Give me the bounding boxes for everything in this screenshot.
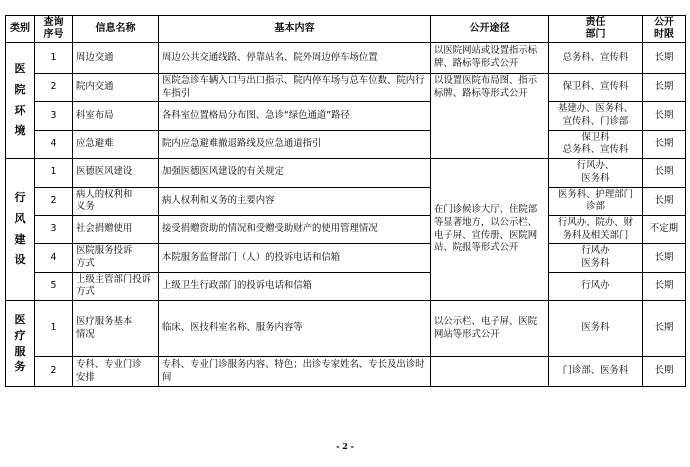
- content-cell: 各科室位置格局分布图、急诊“绿色通道”路径: [159, 102, 431, 130]
- info-name-cell: 应急避难: [73, 130, 159, 158]
- info-name-cell: 病人的权利和 义务: [73, 187, 159, 215]
- table-row: [6, 187, 686, 215]
- table-row: [6, 130, 686, 158]
- channel-cell: 以医院网站或设置指示标牌、路标等形式公开: [431, 43, 549, 74]
- table-row: [6, 43, 686, 74]
- seq-cell: 1: [35, 43, 73, 74]
- header-name: 信息名称: [73, 16, 159, 43]
- dept-cell: 总务科、宣传科: [549, 43, 643, 74]
- info-name-cell: 医疗服务基本 情况: [73, 301, 159, 357]
- content-cell: 本院服务监督部门（人）的投诉电话和信箱: [159, 244, 431, 272]
- info-name-cell: 医德医风建设: [73, 159, 159, 187]
- period-cell: 长期: [643, 159, 686, 187]
- info-disclosure-table: [5, 15, 686, 387]
- info-name-cell: 院内交通: [73, 74, 159, 102]
- content-cell: 周边公共交通线路、停靠站名、院外周边停车场位置: [159, 43, 431, 74]
- dept-cell: 行风办: [549, 272, 643, 300]
- header-category: 类别: [6, 16, 35, 43]
- period-cell: 长期: [643, 187, 686, 215]
- table-row: [6, 102, 686, 130]
- header-period: 公开 时限: [643, 16, 686, 43]
- period-cell: 长期: [643, 43, 686, 74]
- table-row: [6, 74, 686, 102]
- period-cell: 长期: [643, 301, 686, 357]
- seq-cell: 1: [35, 301, 73, 357]
- header-seq: 查询 序号: [35, 16, 73, 43]
- info-name-cell: 专科、专业门诊 安排: [73, 357, 159, 387]
- table-row: [6, 301, 686, 357]
- channel-cell: 以设置医院布局图、指示标牌、路标等形式公开: [431, 74, 549, 159]
- dept-cell: 医务科、护理部门 诊部: [549, 187, 643, 215]
- header-dept: 责任 部门: [549, 16, 643, 43]
- seq-cell: 2: [35, 187, 73, 215]
- content-cell: 接受捐赠资助的情况和受赠受助财产的使用管理情况: [159, 215, 431, 243]
- table-row: [6, 215, 686, 243]
- seq-cell: 4: [35, 130, 73, 158]
- page-number: - 2 -: [336, 441, 354, 451]
- dept-cell: 保卫科 总务科、宣传科: [549, 130, 643, 158]
- info-name-cell: 上级主管部门投诉 方式: [73, 272, 159, 300]
- period-cell: 长期: [643, 102, 686, 130]
- table-row: [6, 244, 686, 272]
- dept-cell: 基建办、医务科、 宣传科、门诊部: [549, 102, 643, 130]
- period-cell: 长期: [643, 74, 686, 102]
- period-cell: 长期: [643, 244, 686, 272]
- seq-cell: 4: [35, 244, 73, 272]
- content-cell: 院内应急避难撤退路线及应急通道指引: [159, 130, 431, 158]
- dept-cell: 医务科: [549, 301, 643, 357]
- content-cell: 专科、专业门诊服务内容、特色；出诊专家姓名、专长及出诊时间: [159, 357, 431, 387]
- table-row: [6, 159, 686, 187]
- dept-cell: 行风办 医务科: [549, 244, 643, 272]
- info-name-cell: 科室布局: [73, 102, 159, 130]
- channel-cell-empty: [431, 357, 549, 387]
- category-hospital-environment: 医 院 环 境: [6, 43, 35, 159]
- dept-cell: 门诊部、医务科: [549, 357, 643, 387]
- seq-cell: 1: [35, 159, 73, 187]
- dept-cell: 行风办、 医务科: [549, 159, 643, 187]
- info-name-cell: 周边交通: [73, 43, 159, 74]
- channel-cell: 在门诊候诊大厅、住院部等显著地方，以公示栏、电子屏、宣传册、医院网站、院报等形式公开: [431, 159, 549, 301]
- period-cell: 长期: [643, 272, 686, 300]
- content-cell: 加强医德医风建设的有关规定: [159, 159, 431, 187]
- table-row: [6, 272, 686, 300]
- category-conduct-building: 行 风 建 设: [6, 159, 35, 301]
- content-cell: 上级卫生行政部门的投诉电话和信箱: [159, 272, 431, 300]
- dept-cell: 保卫科、宣传科: [549, 74, 643, 102]
- period-cell: 长期: [643, 357, 686, 387]
- header-row: [6, 16, 686, 43]
- header-content: 基本内容: [159, 16, 431, 43]
- seq-cell: 2: [35, 74, 73, 102]
- period-cell: 不定期: [643, 215, 686, 243]
- period-cell: 长期: [643, 130, 686, 158]
- seq-cell: 5: [35, 272, 73, 300]
- dept-cell: 行风办、院办、财 务科及相关部门: [549, 215, 643, 243]
- category-medical-services: 医 疗 服 务: [6, 301, 35, 387]
- seq-cell: 2: [35, 357, 73, 387]
- seq-cell: 3: [35, 102, 73, 130]
- seq-cell: 3: [35, 215, 73, 243]
- table-row: [6, 357, 686, 387]
- header-channel: 公开途径: [431, 16, 549, 43]
- channel-cell: 以公示栏、电子屏、医院网站等形式公开: [431, 301, 549, 357]
- content-cell: 临床、医技科室名称、服务内容等: [159, 301, 431, 357]
- content-cell: 病人权利和义务的主要内容: [159, 187, 431, 215]
- content-cell: 医院急诊车辆入口与出口指示、院内停车场与总车位数、院内行车指引: [159, 74, 431, 102]
- info-name-cell: 医院服务投诉 方式: [73, 244, 159, 272]
- info-name-cell: 社会捐赠使用: [73, 215, 159, 243]
